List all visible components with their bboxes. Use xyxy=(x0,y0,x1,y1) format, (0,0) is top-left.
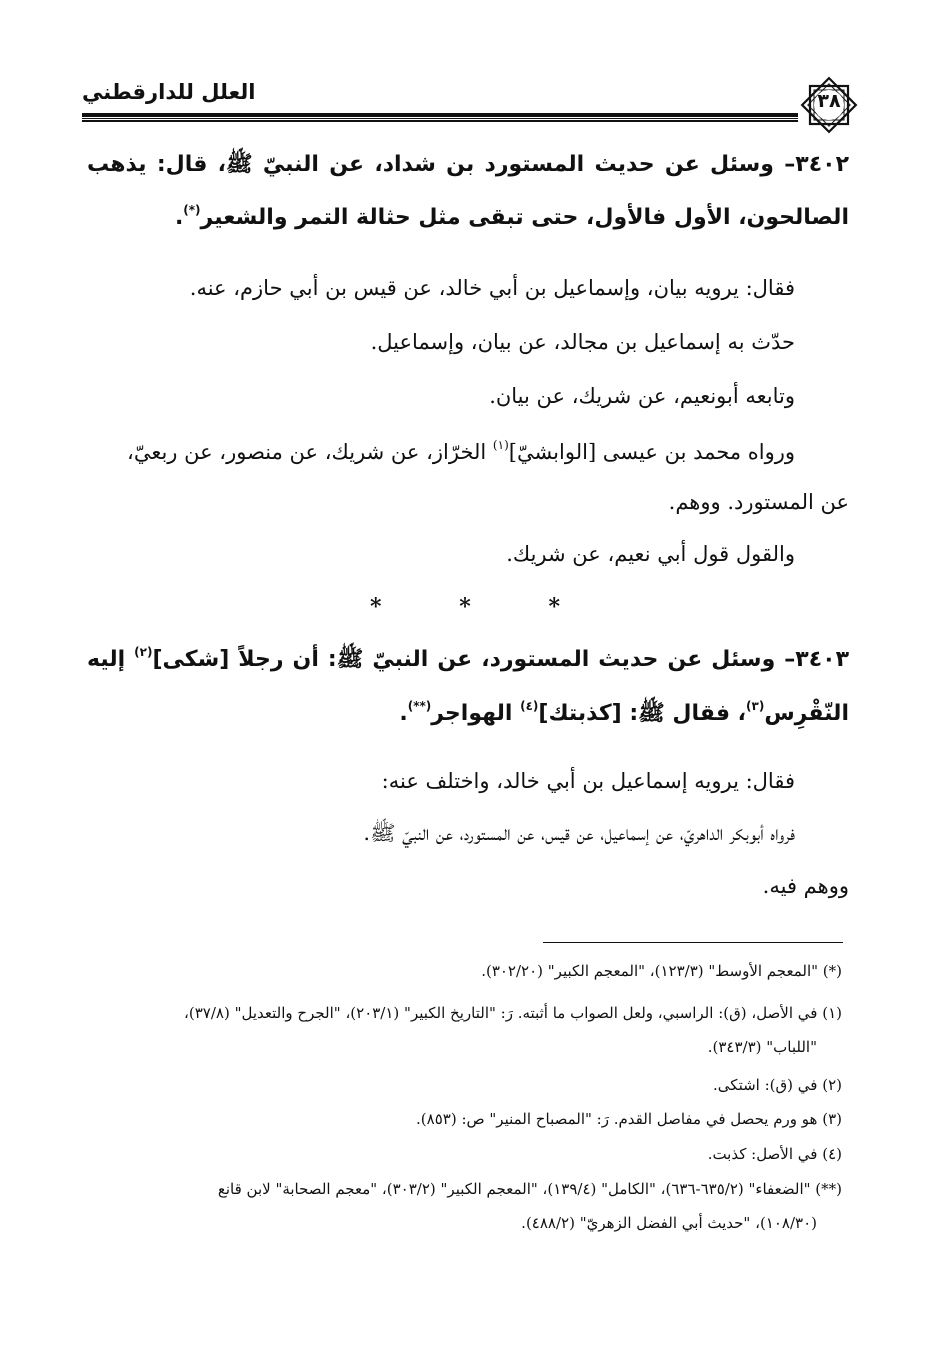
entry-3402-answer-line2: حدّث به إسماعيل بن مجالد، عن بيان، وإسماعيل. xyxy=(370,330,795,354)
separator-star: * xyxy=(548,594,560,620)
entry-3403-question-line2: النّقْرِس$^{(٣)}$، فقال ﷺ: [كذبتك]$^{(٤)}$ الهواجر(**). xyxy=(399,699,849,726)
entry-3402-answer-line3: وتابعه أبونعيم، عن شريك، عن بيان. xyxy=(489,384,795,408)
entry-3403-question-text-d: ، فقال ﷺ: [كذبتك] xyxy=(538,701,747,726)
footnote-rule xyxy=(543,942,843,943)
footnote-ref-1: (١) xyxy=(492,438,509,452)
footnote-star: (*) "المعجم الأوسط" (١٢٣/٣)، "المعجم الكبير" (٣٠٢/٢٠). xyxy=(481,962,842,980)
footnote-1: (١) في الأصل، (ق): الراسبي، ولعل الصواب ما أثبته. رَ: "التاريخ الكبير" (٢٠٣/١)، "الجرح والتعديل" (٣٧/٨)، xyxy=(184,1004,842,1022)
footnote-2: (٢) في (ق): اشتكى. xyxy=(713,1076,842,1094)
footnote-ref-2: (٢) xyxy=(134,645,153,659)
footnote-3: (٣) هو ورم يحصل في مفاصل القدم. رَ: "المصباح المنير" ص: (٨٥٣). xyxy=(416,1110,842,1128)
entry-3403-question-text-e: الهواجر xyxy=(431,701,521,726)
page-number: ٣٨ xyxy=(817,90,841,112)
footnote-4: (٤) في الأصل: كذبت. xyxy=(707,1145,842,1163)
entry-3403-answer-line2: فرواه أبوبكر الداهريّ، عن إسماعيل، عن قيس، عن المستورد، عن النبيّ ﷺ. xyxy=(363,821,795,845)
riwaya-text-after: الخرّاز، عن شريك، عن منصور، عن ربعيّ، xyxy=(127,440,493,464)
entry-3402-source-marker: (*) xyxy=(183,203,201,217)
entry-3403-question-text-c: النّقْرِس xyxy=(764,701,849,726)
entry-3402-question-line1: ٣٤٠٢– وسئل عن حديث المستورد بن شداد، عن النبيّ ﷺ، قال: يذهب xyxy=(87,152,849,177)
footnote-ref-4: (٤) xyxy=(520,699,539,713)
riwaya-text-before: ورواه محمد بن عيسى [الوابشيّ] xyxy=(508,440,795,464)
entry-3403-answer-line1: فقال: يرويه إسماعيل بن أبي خالد، واختلف عنه: xyxy=(381,769,795,793)
header-rule xyxy=(82,113,798,122)
book-title: العلل للدارقطني xyxy=(82,80,256,104)
entry-3403-answer-line3: ووهم فيه. xyxy=(762,874,849,898)
entry-3402-question-line2: الصالحون، الأول فالأول، حتى تبقى مثل حثالة التمر والشعير(*). xyxy=(174,203,849,230)
footnote-double-star: (**) "الضعفاء" (٦٣٥/٢-٦٣٦)، "الكامل" (١٣٩/٤)، "المعجم الكبير" (٣٠٣/٢)، "معجم الصحابة" لابن قانع xyxy=(217,1180,842,1198)
entry-3403-question-line1 xyxy=(87,645,849,677)
footnote-1-continued: "اللباب" (٣٤٣/٣). xyxy=(707,1038,817,1056)
section-separator xyxy=(370,594,560,620)
entry-3402-answer-line1: فقال: يرويه بيان، وإسماعيل بن أبي خالد، عن قيس بن أبي حازم، عنه. xyxy=(189,276,795,300)
entry-3403-question-text-a: ٣٤٠٣– وسئل عن حديث المستورد، عن النبيّ ﷺ: أن رجلاً [شكى] xyxy=(152,647,849,672)
separator-star: * xyxy=(370,594,382,620)
footnote-ref-3: (٣) xyxy=(746,699,765,713)
entry-3402-riwaya-line2: عن المستورد. ووهم. xyxy=(668,490,849,514)
entry-3402-conclusion: والقول قول أبي نعيم، عن شريك. xyxy=(506,542,795,566)
entry-3403-question-text-b: إليه xyxy=(87,647,135,672)
footnote-double-star-continued: (١٠٨/٣٠)، "حديث أبي الفضل الزهريّ" (٤٨٨/٢). xyxy=(521,1214,817,1232)
entry-3402-riwaya-line1 xyxy=(127,438,795,464)
entry-3402-question-text: الصالحون، الأول فالأول، حتى تبقى مثل حثالة التمر والشعير xyxy=(200,205,849,230)
separator-star: * xyxy=(459,594,471,620)
entry-3403-source-marker: (**) xyxy=(407,699,432,713)
